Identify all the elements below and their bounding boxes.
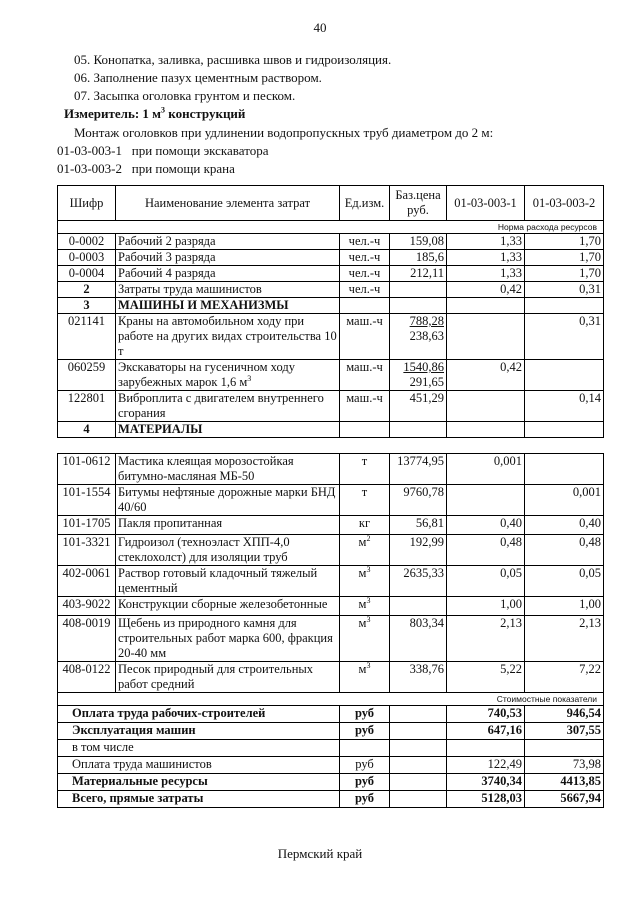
intro-line-2: 06. Заполнение пазух цементным раствором. [74,70,322,85]
totals-row [58,757,604,774]
cell-v1: 1,33 [447,266,525,282]
cell-unit: $м^3$ [340,662,390,693]
cell-code: 4 [58,422,116,438]
cell-code: 3 [58,298,116,314]
cell-v1: 1,00 [447,597,525,616]
cell-v1: 0,05 [447,566,525,597]
cell-v2: 1,70 [525,250,604,266]
cell-code: 408-0122 [58,662,116,693]
cell-v1: 2,13 [447,616,525,662]
cell-price: 803,34 [390,616,447,662]
cell-code: 101-1554 [58,485,116,516]
variant-2: 01-03-003-2 при помощи крана [57,161,235,176]
total-v2: 946,54 [525,706,604,723]
header-price: Баз.цена руб. [390,186,447,221]
total-price [390,740,447,757]
section-row [58,298,604,314]
table-row [58,566,604,597]
header-variant-2: 01-03-003-2 [525,186,604,221]
cell-code: 101-1705 [58,516,116,535]
cell-name: Мастика клеящая морозостойкая битумно-масляная МБ-50 [116,454,340,485]
table-row [58,662,604,693]
cell-unit: кг [340,516,390,535]
cell-v1: 0,001 [447,454,525,485]
total-unit: руб [340,706,390,723]
cell-price: 451,29 [390,391,447,422]
cell-code: 0-0003 [58,250,116,266]
cell-price: 185,6 [390,250,447,266]
cell-unit: чел.-ч [340,266,390,282]
cell-unit: чел.-ч [340,250,390,266]
cell-price: 788,28 238,63 [390,314,447,360]
cell-code: 101-0612 [58,454,116,485]
cell-v2: 0,14 [525,391,604,422]
cell-name: Затраты труда машинистов [116,282,340,298]
cell-unit: чел.-ч [340,234,390,250]
table-row [58,391,604,422]
cell-code: 402-0061 [58,566,116,597]
table-row [58,516,604,535]
total-name: Всего, прямые затраты [58,791,340,808]
section-row [58,422,604,438]
cell-price: 2635,33 [390,566,447,597]
cell-unit: т [340,485,390,516]
cell-v1: 5,22 [447,662,525,693]
cell-name: Рабочий 2 разряда [116,234,340,250]
cell-price: 192,99 [390,535,447,566]
table-row [58,282,604,298]
total-unit [340,740,390,757]
cell-v1 [447,485,525,516]
cell-v2: 0,48 [525,535,604,566]
cell-unit: т [340,454,390,485]
total-v2 [525,740,604,757]
cell-unit: маш.-ч [340,391,390,422]
totals-row [58,774,604,791]
totals-row [58,706,604,723]
cell-name: Рабочий 4 разряда [116,266,340,282]
region-footer: Пермский край [277,846,363,861]
cell-v2: 0,001 [525,485,604,516]
cell-price: 212,11 [390,266,447,282]
cell-price: 338,76 [390,662,447,693]
cell-code: 408-0019 [58,616,116,662]
cost-label: Стоимостные показатели [58,693,604,706]
table-row [58,485,604,516]
cell-unit: чел.-ч [340,282,390,298]
cell-unit: $м^3$ [340,597,390,616]
cell-name: Пакля пропитанная [116,516,340,535]
total-v1: 3740,34 [447,774,525,791]
total-v2: 73,98 [525,757,604,774]
work-description: Монтаж оголовков при удлинении водопропускных труб диаметром до 2 м: [74,125,494,140]
total-v1: 122,49 [447,757,525,774]
table-row [58,535,604,566]
cell-price: 9760,78 [390,485,447,516]
total-price [390,706,447,723]
cell-v2: 7,22 [525,662,604,693]
cell-v2: 0,05 [525,566,604,597]
cell-v2: 1,70 [525,234,604,250]
cell-unit: маш.-ч [340,314,390,360]
cell-code: 060259 [58,360,116,391]
cell-name: Щебень из природного камня для строительных работ марка 600, фракция 20-40 мм [116,616,340,662]
cell-price: 13774,95 [390,454,447,485]
cell-v2 [525,360,604,391]
cell-unit: $м^2$ [340,535,390,566]
cell-price: 56,81 [390,516,447,535]
cell-code: 101-3321 [58,535,116,566]
cell-name: Экскаваторы на гусеничном ходу зарубежных марок 1,6 $м^3$ [116,360,340,391]
cell-price: 159,08 [390,234,447,250]
cell-v2 [525,454,604,485]
cell-v2: 0,31 [525,282,604,298]
cell-name: Конструкции сборные железобетонные [116,597,340,616]
total-name: Оплата труда рабочих-строителей [58,706,340,723]
cell-v2: 1,00 [525,597,604,616]
total-name: Материальные ресурсы [58,774,340,791]
cell-price [390,597,447,616]
header-variant-1: 01-03-003-1 [447,186,525,221]
total-v1 [447,740,525,757]
cell-name: Гидроизол (техноэласт ХПП-4,0 стеклохолст) для изоляции труб [116,535,340,566]
total-v2: 5667,94 [525,791,604,808]
cell-v2: 0,40 [525,516,604,535]
total-price [390,774,447,791]
cell-v1: 0,40 [447,516,525,535]
table-row [58,234,604,250]
total-unit: руб [340,757,390,774]
cell-v1 [447,391,525,422]
cell-code: 403-9022 [58,597,116,616]
norm-label: Норма расхода ресурсов [58,221,604,234]
cell-price [390,282,447,298]
cell-code: 021141 [58,314,116,360]
totals-row [58,791,604,808]
total-v1: 5128,03 [447,791,525,808]
total-v2: 307,55 [525,723,604,740]
total-price [390,791,447,808]
section-title: МАТЕРИАЛЫ [116,422,340,438]
table-row [58,616,604,662]
total-name: в том числе [58,740,340,757]
total-name: Эксплуатация машин [58,723,340,740]
cell-name: Битумы нефтяные дорожные марки БНД 40/60 [116,485,340,516]
cell-v1 [447,314,525,360]
table-row [58,360,604,391]
total-v2: 4413,85 [525,774,604,791]
cell-v2: 1,70 [525,266,604,282]
cell-code: 122801 [58,391,116,422]
cell-v1: 0,48 [447,535,525,566]
cell-name: Виброплита с двигателем внутреннего сгорания [116,391,340,422]
header-name: Наименование элемента затрат [116,186,340,221]
cell-v1: 1,33 [447,234,525,250]
cell-code: 0-0004 [58,266,116,282]
cell-name: Краны на автомобильном ходу при работе на других видах строительства 10 т [116,314,340,360]
cell-v1: 0,42 [447,282,525,298]
cell-name: Рабочий 3 разряда [116,250,340,266]
header-unit: Ед.изм. [340,186,390,221]
table-header-row [58,186,604,221]
cell-unit: $м^3$ [340,566,390,597]
total-v1: 647,16 [447,723,525,740]
totals-row [58,723,604,740]
header-code: Шифр [58,186,116,221]
meter-line: Измеритель: 1 $м^3$ конструкций [64,105,246,121]
variant-1: 01-03-003-1 при помощи экскаватора [57,143,269,158]
page-number: 40 [313,20,327,35]
table-row [58,597,604,616]
table-row [58,454,604,485]
table-row [58,314,604,360]
cell-unit: $м^3$ [340,616,390,662]
cell-code: 2 [58,282,116,298]
total-unit: руб [340,791,390,808]
totals-row [58,740,604,757]
cell-v1: 1,33 [447,250,525,266]
cell-price: 1540,86 291,65 [390,360,447,391]
table-row [58,250,604,266]
total-unit: руб [340,774,390,791]
cell-v2: 2,13 [525,616,604,662]
resource-table [57,185,604,438]
materials-table [57,453,604,808]
total-price [390,757,447,774]
section-title: МАШИНЫ И МЕХАНИЗМЫ [116,298,340,314]
intro-line-3: 07. Засыпка оголовка грунтом и песком. [74,88,296,103]
total-v1: 740,53 [447,706,525,723]
cell-v1: 0,42 [447,360,525,391]
cell-name: Раствор готовый кладочный тяжелый цементный [116,566,340,597]
total-name: Оплата труда машинистов [58,757,340,774]
cell-name: Песок природный для строительных работ средний [116,662,340,693]
cell-code: 0-0002 [58,234,116,250]
table-row [58,266,604,282]
cell-unit: маш.-ч [340,360,390,391]
total-unit: руб [340,723,390,740]
intro-line-1: 05. Конопатка, заливка, расшивка швов и гидроизоляция. [74,52,392,67]
cell-v2: 0,31 [525,314,604,360]
total-price [390,723,447,740]
